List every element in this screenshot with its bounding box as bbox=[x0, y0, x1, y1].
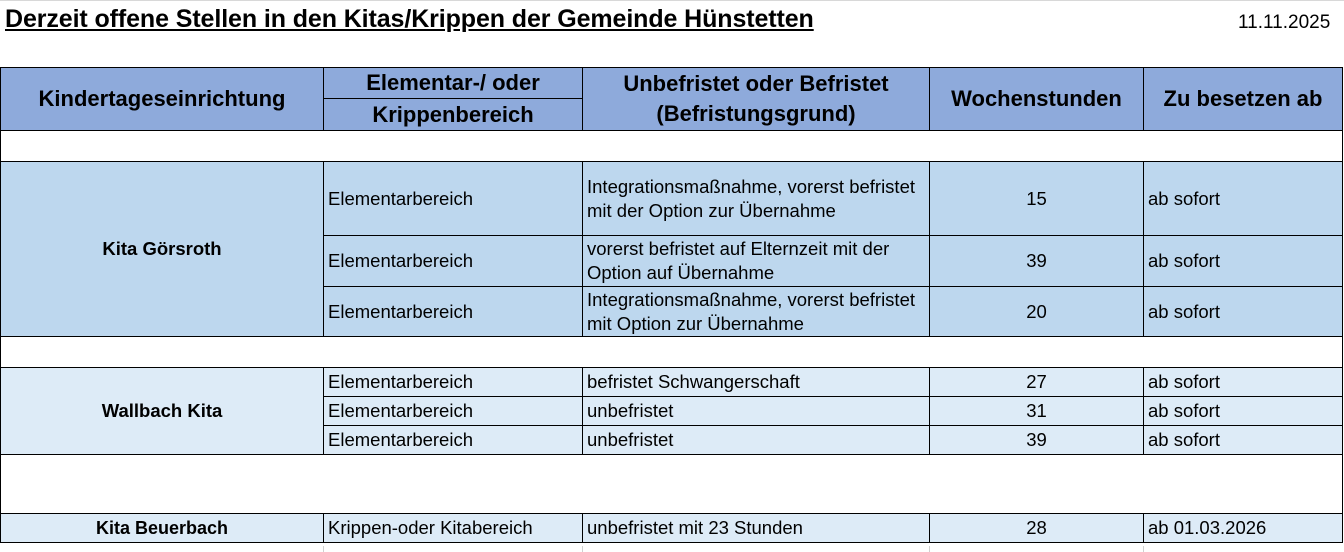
header-term-line2: (Befristungsgrund) bbox=[656, 101, 856, 126]
header-start: Zu besetzen ab bbox=[1144, 68, 1343, 131]
header-facility: Kindertageseinrichtung bbox=[1, 68, 324, 131]
area-cell: Elementarbereich bbox=[324, 397, 583, 426]
term-cell: vorerst befristet auf Elternzeit mit der Option auf Übernahme bbox=[583, 236, 930, 287]
hours-cell: 31 bbox=[930, 397, 1144, 426]
start-cell: ab 01.03.2026 bbox=[1144, 514, 1343, 543]
hours-cell: 27 bbox=[930, 368, 1144, 397]
date-label: 11.11.2025 bbox=[1238, 12, 1331, 33]
area-cell: Elementarbereich bbox=[324, 426, 583, 455]
hours-cell: 39 bbox=[930, 236, 1144, 287]
sheet-top-border bbox=[0, 0, 1344, 1]
facility-cell: Wallbach Kita bbox=[1, 368, 324, 455]
term-cell: unbefristet mit 23 Stunden bbox=[583, 514, 930, 543]
area-cell: Elementarbereich bbox=[324, 287, 583, 337]
spacer-row bbox=[1, 455, 1343, 514]
term-cell: unbefristet bbox=[583, 426, 930, 455]
term-cell: Integrationsmaßnahme, vorerst befristet mit Option zur Übernahme bbox=[583, 287, 930, 337]
area-cell: Elementarbereich bbox=[324, 368, 583, 397]
header-term-line1: Unbefristet oder Befristet bbox=[623, 71, 889, 96]
hours-cell: 28 bbox=[930, 514, 1144, 543]
header-hours: Wochenstunden bbox=[930, 68, 1144, 131]
table-row bbox=[1, 368, 1343, 397]
table-row bbox=[1, 514, 1343, 543]
start-cell: ab sofort bbox=[1144, 426, 1343, 455]
start-cell: ab sofort bbox=[1144, 287, 1343, 337]
start-cell: ab sofort bbox=[1144, 397, 1343, 426]
spacer-row bbox=[1, 131, 1343, 162]
table-row bbox=[1, 162, 1343, 236]
vacancy-table bbox=[0, 67, 1343, 543]
area-cell: Elementarbereich bbox=[324, 236, 583, 287]
facility-cell: Kita Görsroth bbox=[1, 162, 324, 337]
header-area-line1: Elementar-/ oder bbox=[324, 68, 583, 99]
start-cell: ab sofort bbox=[1144, 236, 1343, 287]
area-cell: Krippen-oder Kitabereich bbox=[324, 514, 583, 543]
hours-cell: 15 bbox=[930, 162, 1144, 236]
facility-cell: Kita Beuerbach bbox=[1, 514, 324, 543]
term-cell: befristet Schwangerschaft bbox=[583, 368, 930, 397]
term-cell: unbefristet bbox=[583, 397, 930, 426]
page-title: Derzeit offene Stellen in den Kitas/Krippen der Gemeinde Hünstetten bbox=[5, 5, 814, 33]
hours-cell: 20 bbox=[930, 287, 1144, 337]
header-area-line2: Krippenbereich bbox=[324, 99, 583, 131]
term-cell: Integrationsmaßnahme, vorerst befristet mit der Option zur Übernahme bbox=[583, 162, 930, 236]
area-cell: Elementarbereich bbox=[324, 162, 583, 236]
sheet-gridlines bbox=[0, 546, 1342, 552]
header-term bbox=[583, 68, 930, 131]
hours-cell: 39 bbox=[930, 426, 1144, 455]
spacer-row bbox=[1, 337, 1343, 368]
start-cell: ab sofort bbox=[1144, 162, 1343, 236]
start-cell: ab sofort bbox=[1144, 368, 1343, 397]
